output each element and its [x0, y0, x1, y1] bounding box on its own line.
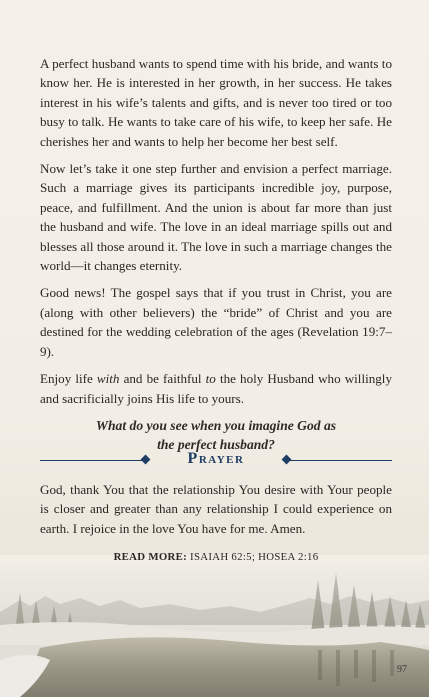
body-text: [40, 54, 392, 454]
paragraph-enjoy-life: [40, 369, 392, 408]
enjoy-emphasis-to: to: [205, 371, 216, 387]
paragraph-perfect-husband: A perfect husband wants to spend time with his bride, and wants to know her. He is interested in her growth, in her success. He takes interest in his wife’s talents and gifts, and is never too tired or too busy to talk. He wants to take care of his wife, to keep her safe. He cherishes her and wants to help her become her best self.: [40, 56, 392, 149]
paragraph-perfect-marriage: Now let’s take it one step further and envision a perfect marriage. Such a marriage gives its participants incredible joy, purpose, peace, and fulfillment. And the union is about far more than just the husband and wife. The love in an ideal marriage spills out and blesses all those around it. The love in such a marriage changes the world—it changes eternity.: [40, 161, 392, 274]
question-line-1: What do you see when you imagine God as: [95, 417, 337, 433]
prayer-title: Prayer: [187, 450, 245, 467]
read-more-label: READ MORE:: [113, 551, 188, 563]
enjoy-text-2: and be faithful: [119, 371, 206, 387]
read-more-line: [40, 551, 392, 563]
page-number: 97: [397, 664, 407, 675]
prayer-text: God, thank You that the relationship You desire with Your people is closer and greater than any relationship I could experience on earth. I rejoice in the love You have for me. Amen.: [40, 482, 392, 536]
enjoy-emphasis-with: with: [96, 371, 120, 387]
paragraph-good-news: Good news! The gospel says that if you trust in Christ, you are (along with other believers) the “bride” of Christ and you are destined for the wedding celebration of the ages (Revelation 19:7–9).: [40, 285, 392, 359]
enjoy-text-3: the holy Husband who willingly and sacrificially joins His life to yours.: [40, 371, 392, 406]
enjoy-text-1: Enjoy life: [40, 371, 97, 387]
read-more-references: ISAIAH 62:5; HOSEA 2:16: [187, 551, 319, 563]
prayer-heading: [40, 450, 392, 470]
question-line-2: the perfect husband?: [157, 436, 275, 452]
reflection-question: [40, 416, 392, 454]
prayer-rule-right: [288, 460, 392, 461]
